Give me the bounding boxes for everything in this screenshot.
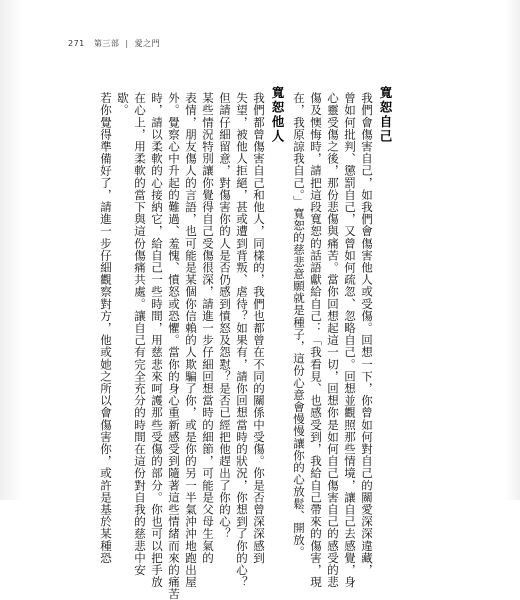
paragraph-column: 但請仔細留意，對傷害你的人是否仍感到憤怒及怨懟？是否已經把他趕出了你的心？	[218, 92, 232, 540]
chapter-title: 愛之門	[134, 39, 161, 48]
paragraph-column: 時，請以柔軟的心接納它，給自己一些時間，用慈悲來呵護那些受傷的部分。你也可以把手放	[150, 92, 164, 589]
paragraph-column: 心靈受傷之後，那份悲傷與痛苦。當你回想起這一切，回想你是如何自己傷害自己的感受的悲	[326, 92, 340, 589]
paragraph-column: 我們都曾傷害自己和他人，同樣的，我們也都曾在不同的關係中受傷。你是否曾深深感到	[252, 92, 266, 564]
paragraph-column: 在，我原諒我自己。」寬恕的慈悲意願就是種子，這份心意會慢慢讓你的心放鬆、開放。	[292, 92, 306, 559]
part-label: 第三部	[93, 39, 120, 48]
paragraph-column: 曾如何批判、懲罰自己，又曾如何疏忽、忽略自己。回想並觀照那些情境，讓自己去感覺，身	[343, 92, 357, 589]
section-heading-forgive-others: 寬恕他人	[270, 86, 285, 144]
paragraph-column: 表情，朋友傷人的言語，也可能是某個你信賴的人欺騙了你，或是你的另一半氣沖沖地跑出屋	[184, 92, 198, 589]
paragraph-column: 外。覺察心中升起的難過、羞愧、憤怒或恐懼。當你的身心重新感受到隨著這些情緒而來的痛苦	[167, 92, 181, 600]
paragraph-column: 若你覺得準備好了，請進一步仔細觀察對方，他或她之所以會傷害你，或許是基於某種恐	[99, 92, 113, 564]
running-header	[68, 38, 160, 49]
section-heading-forgive-self: 寬恕自己	[378, 86, 393, 144]
paragraph-column: 傷及懊悔時，請把這段寬恕的話語獻給自己：「我看見、也感受到，我給自己帶來的傷害，現	[309, 92, 323, 589]
paragraph-column: 在心上，用柔軟的當下與這份傷痛共處。讓自己有完全充分的時間在這份對自我的慈悲中安	[133, 92, 147, 576]
paragraph-column: 某些情況特別讓你覺得自己受傷很深，請進一步仔細回想當時的細節，可能是父母生氣的	[201, 92, 215, 564]
paragraph-column: 歇。	[116, 92, 130, 117]
paragraph-column: 我們會傷害自己，如我們會傷害他人或受傷。回想一下，你曾如何對自己的關愛深深違藏，	[360, 92, 374, 576]
header-divider: |	[125, 39, 129, 48]
page-number: 271	[68, 39, 85, 48]
paragraph-column: 失望，被他人拒絕，甚或遭到背叛、虐待？如果有，請你回想當時的狀況，你想到了你的心？	[235, 92, 249, 589]
